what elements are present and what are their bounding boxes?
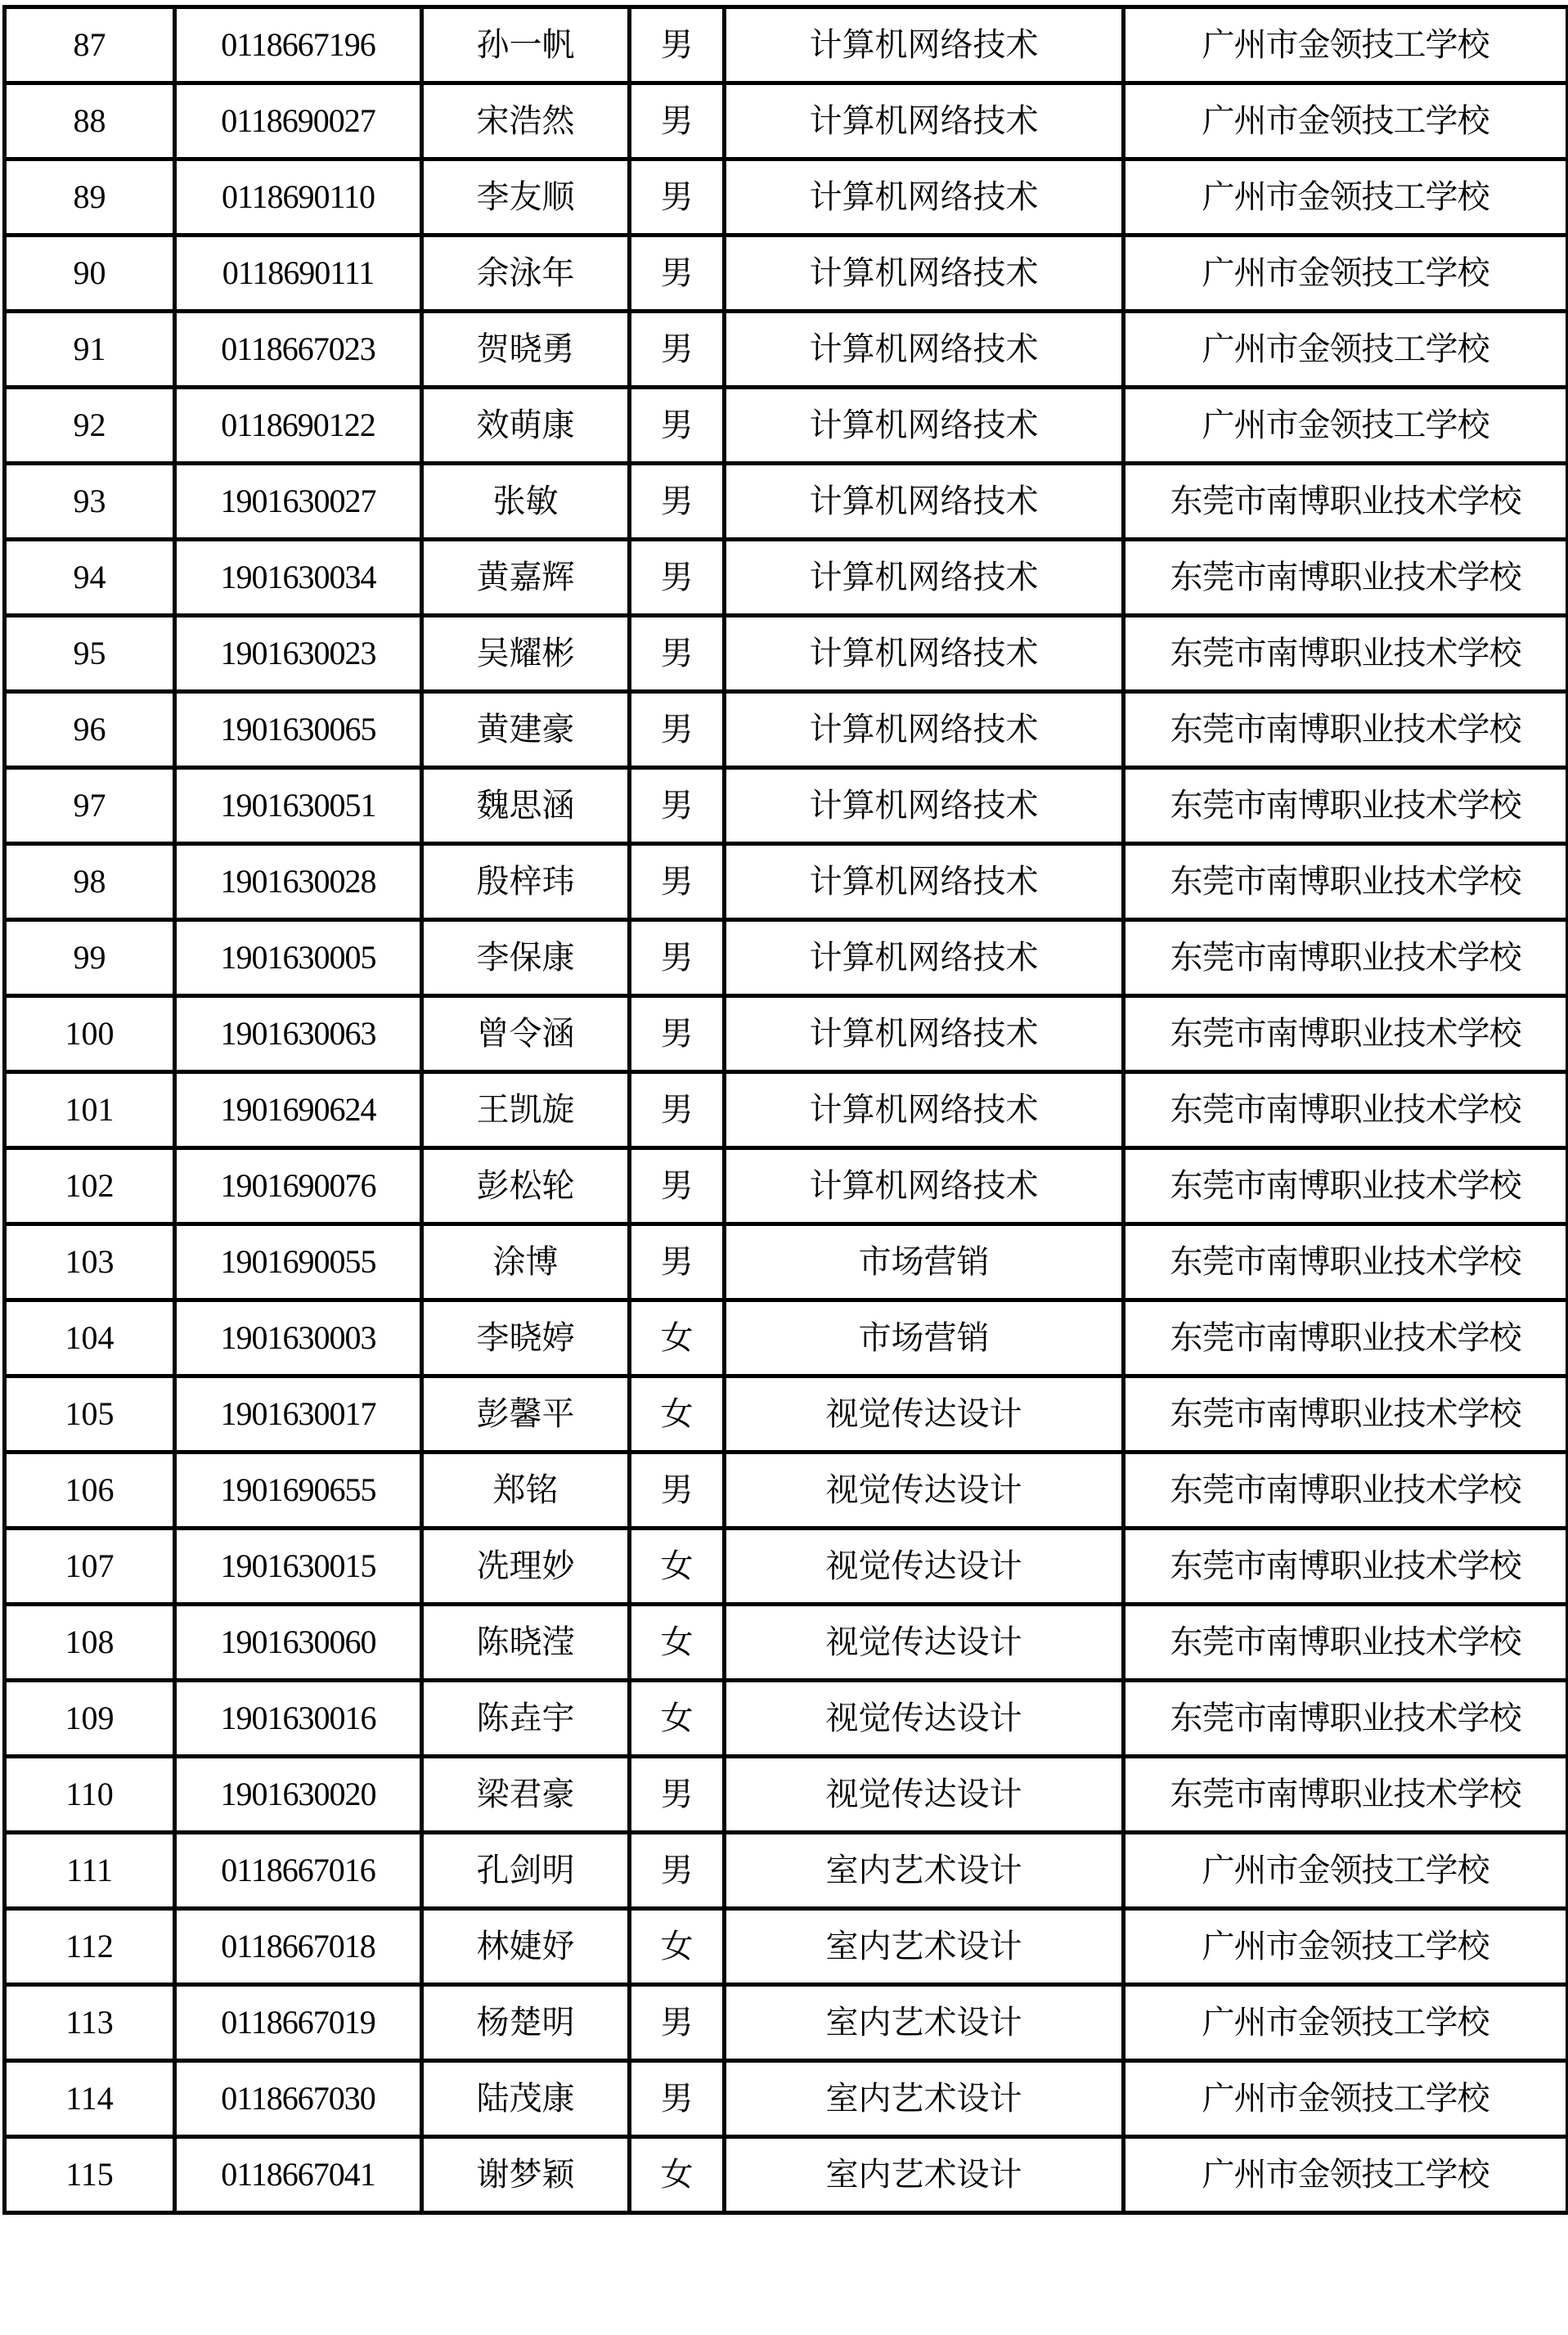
- school-cell: 东莞市南博职业技术学校: [1124, 1757, 1568, 1833]
- school-cell: 东莞市南博职业技术学校: [1124, 920, 1568, 996]
- gender-cell: 女: [630, 1681, 725, 1757]
- table-row: [5, 1072, 1568, 1148]
- table-row: [5, 1224, 1568, 1300]
- table-row: [5, 1681, 1568, 1757]
- table-row: [5, 236, 1568, 312]
- gender-cell: 男: [630, 844, 725, 920]
- table-row: [5, 159, 1568, 236]
- student-id-cell: 0118667030: [175, 2061, 422, 2137]
- table-row: [5, 388, 1568, 464]
- table-row: [5, 1148, 1568, 1224]
- student-id-cell: 0118690122: [175, 388, 422, 464]
- school-cell: 东莞市南博职业技术学校: [1124, 1224, 1568, 1300]
- row-number-cell: 98: [5, 844, 175, 920]
- table-row: [5, 1376, 1568, 1453]
- school-cell: 东莞市南博职业技术学校: [1124, 1605, 1568, 1681]
- student-name-cell: 郑铭: [422, 1453, 630, 1529]
- row-number-cell: 102: [5, 1148, 175, 1224]
- student-name-cell: 殷梓玮: [422, 844, 630, 920]
- table-row: [5, 1985, 1568, 2061]
- table-row: [5, 768, 1568, 844]
- major-cell: 视觉传达设计: [725, 1605, 1124, 1681]
- student-id-cell: 1901630016: [175, 1681, 422, 1757]
- student-name-cell: 曾令涵: [422, 996, 630, 1072]
- student-name-cell: 张敏: [422, 464, 630, 540]
- student-name-cell: 谢梦颖: [422, 2137, 630, 2213]
- row-number-cell: 96: [5, 692, 175, 768]
- row-number-cell: 103: [5, 1224, 175, 1300]
- major-cell: 计算机网络技术: [725, 920, 1124, 996]
- gender-cell: 男: [630, 1224, 725, 1300]
- gender-cell: 男: [630, 996, 725, 1072]
- student-id-cell: 0118667041: [175, 2137, 422, 2213]
- student-id-cell: 1901630015: [175, 1529, 422, 1605]
- student-name-cell: 孙一帆: [422, 7, 630, 83]
- gender-cell: 女: [630, 1529, 725, 1605]
- row-number-cell: 93: [5, 464, 175, 540]
- gender-cell: 女: [630, 1300, 725, 1376]
- major-cell: 计算机网络技术: [725, 996, 1124, 1072]
- student-id-cell: 1901630063: [175, 996, 422, 1072]
- major-cell: 计算机网络技术: [725, 464, 1124, 540]
- major-cell: 计算机网络技术: [725, 1072, 1124, 1148]
- row-number-cell: 109: [5, 1681, 175, 1757]
- student-name-cell: 李保康: [422, 920, 630, 996]
- student-name-cell: 杨楚明: [422, 1985, 630, 2061]
- row-number-cell: 105: [5, 1376, 175, 1453]
- school-cell: 东莞市南博职业技术学校: [1124, 464, 1568, 540]
- school-cell: 东莞市南博职业技术学校: [1124, 1453, 1568, 1529]
- gender-cell: 男: [630, 388, 725, 464]
- major-cell: 市场营销: [725, 1300, 1124, 1376]
- gender-cell: 女: [630, 1376, 725, 1453]
- student-id-cell: 1901630051: [175, 768, 422, 844]
- school-cell: 东莞市南博职业技术学校: [1124, 1072, 1568, 1148]
- gender-cell: 男: [630, 2061, 725, 2137]
- major-cell: 计算机网络技术: [725, 7, 1124, 83]
- gender-cell: 女: [630, 2137, 725, 2213]
- table-row: [5, 1529, 1568, 1605]
- school-cell: 广州市金领技工学校: [1124, 312, 1568, 388]
- row-number-cell: 90: [5, 236, 175, 312]
- major-cell: 计算机网络技术: [725, 768, 1124, 844]
- major-cell: 市场营销: [725, 1224, 1124, 1300]
- school-cell: 东莞市南博职业技术学校: [1124, 1529, 1568, 1605]
- row-number-cell: 115: [5, 2137, 175, 2213]
- school-cell: 东莞市南博职业技术学校: [1124, 1376, 1568, 1453]
- student-id-cell: 1901630017: [175, 1376, 422, 1453]
- student-id-cell: 0118690111: [175, 236, 422, 312]
- major-cell: 计算机网络技术: [725, 1148, 1124, 1224]
- student-id-cell: 0118667019: [175, 1985, 422, 2061]
- table-row: [5, 996, 1568, 1072]
- student-id-cell: 1901630034: [175, 540, 422, 616]
- major-cell: 计算机网络技术: [725, 844, 1124, 920]
- row-number-cell: 100: [5, 996, 175, 1072]
- gender-cell: 男: [630, 83, 725, 159]
- student-name-cell: 陈晓滢: [422, 1605, 630, 1681]
- student-id-cell: 0118667016: [175, 1833, 422, 1909]
- table-row: [5, 464, 1568, 540]
- school-cell: 广州市金领技工学校: [1124, 236, 1568, 312]
- school-cell: 东莞市南博职业技术学校: [1124, 844, 1568, 920]
- student-id-cell: 0118667023: [175, 312, 422, 388]
- school-cell: 广州市金领技工学校: [1124, 159, 1568, 236]
- school-cell: 广州市金领技工学校: [1124, 1909, 1568, 1985]
- row-number-cell: 104: [5, 1300, 175, 1376]
- student-name-cell: 梁君豪: [422, 1757, 630, 1833]
- major-cell: 室内艺术设计: [725, 2137, 1124, 2213]
- table-row: [5, 616, 1568, 692]
- table-row: [5, 2061, 1568, 2137]
- row-number-cell: 108: [5, 1605, 175, 1681]
- gender-cell: 男: [630, 1757, 725, 1833]
- row-number-cell: 106: [5, 1453, 175, 1529]
- gender-cell: 女: [630, 1605, 725, 1681]
- major-cell: 室内艺术设计: [725, 1985, 1124, 2061]
- row-number-cell: 111: [5, 1833, 175, 1909]
- major-cell: 室内艺术设计: [725, 1909, 1124, 1985]
- row-number-cell: 112: [5, 1909, 175, 1985]
- student-id-cell: 1901630023: [175, 616, 422, 692]
- table-row: [5, 1605, 1568, 1681]
- gender-cell: 男: [630, 236, 725, 312]
- major-cell: 计算机网络技术: [725, 692, 1124, 768]
- student-name-cell: 黄建豪: [422, 692, 630, 768]
- student-id-cell: 1901630065: [175, 692, 422, 768]
- gender-cell: 女: [630, 1909, 725, 1985]
- major-cell: 计算机网络技术: [725, 83, 1124, 159]
- gender-cell: 男: [630, 692, 725, 768]
- student-name-cell: 效萌康: [422, 388, 630, 464]
- major-cell: 视觉传达设计: [725, 1681, 1124, 1757]
- table-row: [5, 540, 1568, 616]
- row-number-cell: 89: [5, 159, 175, 236]
- row-number-cell: 110: [5, 1757, 175, 1833]
- student-roster-table: [2, 5, 1568, 2215]
- gender-cell: 男: [630, 616, 725, 692]
- school-cell: 东莞市南博职业技术学校: [1124, 540, 1568, 616]
- table-row: [5, 844, 1568, 920]
- student-name-cell: 冼理妙: [422, 1529, 630, 1605]
- major-cell: 计算机网络技术: [725, 236, 1124, 312]
- row-number-cell: 97: [5, 768, 175, 844]
- student-name-cell: 余泳年: [422, 236, 630, 312]
- table-row: [5, 1909, 1568, 1985]
- student-name-cell: 彭馨平: [422, 1376, 630, 1453]
- school-cell: 东莞市南博职业技术学校: [1124, 616, 1568, 692]
- row-number-cell: 107: [5, 1529, 175, 1605]
- major-cell: 计算机网络技术: [725, 312, 1124, 388]
- student-id-cell: 1901630028: [175, 844, 422, 920]
- row-number-cell: 87: [5, 7, 175, 83]
- gender-cell: 男: [630, 7, 725, 83]
- student-id-cell: 1901630005: [175, 920, 422, 996]
- student-name-cell: 陆茂康: [422, 2061, 630, 2137]
- gender-cell: 男: [630, 1072, 725, 1148]
- student-name-cell: 彭松轮: [422, 1148, 630, 1224]
- student-name-cell: 陈垚宇: [422, 1681, 630, 1757]
- gender-cell: 男: [630, 159, 725, 236]
- student-name-cell: 贺晓勇: [422, 312, 630, 388]
- school-cell: 东莞市南博职业技术学校: [1124, 768, 1568, 844]
- table-row: [5, 7, 1568, 83]
- school-cell: 广州市金领技工学校: [1124, 388, 1568, 464]
- table-row: [5, 2137, 1568, 2213]
- school-cell: 广州市金领技工学校: [1124, 1833, 1568, 1909]
- table-row: [5, 1300, 1568, 1376]
- table-row: [5, 1453, 1568, 1529]
- student-id-cell: 0118690027: [175, 83, 422, 159]
- gender-cell: 男: [630, 1985, 725, 2061]
- row-number-cell: 101: [5, 1072, 175, 1148]
- row-number-cell: 88: [5, 83, 175, 159]
- student-name-cell: 李友顺: [422, 159, 630, 236]
- table-row: [5, 83, 1568, 159]
- major-cell: 室内艺术设计: [725, 2061, 1124, 2137]
- school-cell: 东莞市南博职业技术学校: [1124, 1148, 1568, 1224]
- student-id-cell: 1901630020: [175, 1757, 422, 1833]
- student-name-cell: 孔剑明: [422, 1833, 630, 1909]
- student-name-cell: 王凯旋: [422, 1072, 630, 1148]
- student-id-cell: 1901630003: [175, 1300, 422, 1376]
- row-number-cell: 91: [5, 312, 175, 388]
- student-id-cell: 0118690110: [175, 159, 422, 236]
- table-row: [5, 920, 1568, 996]
- school-cell: 广州市金领技工学校: [1124, 1985, 1568, 2061]
- student-id-cell: 1901690076: [175, 1148, 422, 1224]
- major-cell: 计算机网络技术: [725, 540, 1124, 616]
- school-cell: 广州市金领技工学校: [1124, 7, 1568, 83]
- student-name-cell: 李晓婷: [422, 1300, 630, 1376]
- school-cell: 广州市金领技工学校: [1124, 2137, 1568, 2213]
- school-cell: 东莞市南博职业技术学校: [1124, 1300, 1568, 1376]
- row-number-cell: 99: [5, 920, 175, 996]
- school-cell: 东莞市南博职业技术学校: [1124, 692, 1568, 768]
- gender-cell: 男: [630, 1453, 725, 1529]
- major-cell: 视觉传达设计: [725, 1376, 1124, 1453]
- gender-cell: 男: [630, 312, 725, 388]
- student-id-cell: 0118667018: [175, 1909, 422, 1985]
- table-row: [5, 1757, 1568, 1833]
- gender-cell: 男: [630, 768, 725, 844]
- row-number-cell: 113: [5, 1985, 175, 2061]
- gender-cell: 男: [630, 464, 725, 540]
- student-name-cell: 黄嘉辉: [422, 540, 630, 616]
- student-name-cell: 宋浩然: [422, 83, 630, 159]
- student-id-cell: 1901690655: [175, 1453, 422, 1529]
- student-id-cell: 0118667196: [175, 7, 422, 83]
- row-number-cell: 92: [5, 388, 175, 464]
- gender-cell: 男: [630, 920, 725, 996]
- major-cell: 视觉传达设计: [725, 1757, 1124, 1833]
- row-number-cell: 95: [5, 616, 175, 692]
- school-cell: 东莞市南博职业技术学校: [1124, 1681, 1568, 1757]
- row-number-cell: 94: [5, 540, 175, 616]
- major-cell: 计算机网络技术: [725, 388, 1124, 464]
- major-cell: 计算机网络技术: [725, 616, 1124, 692]
- roster-body: [5, 7, 1568, 2213]
- student-name-cell: 涂博: [422, 1224, 630, 1300]
- school-cell: 广州市金领技工学校: [1124, 2061, 1568, 2137]
- table-row: [5, 692, 1568, 768]
- major-cell: 视觉传达设计: [725, 1529, 1124, 1605]
- school-cell: 东莞市南博职业技术学校: [1124, 996, 1568, 1072]
- student-name-cell: 林婕妤: [422, 1909, 630, 1985]
- major-cell: 视觉传达设计: [725, 1453, 1124, 1529]
- student-id-cell: 1901630060: [175, 1605, 422, 1681]
- student-name-cell: 魏思涵: [422, 768, 630, 844]
- table-row: [5, 1833, 1568, 1909]
- student-id-cell: 1901690624: [175, 1072, 422, 1148]
- gender-cell: 男: [630, 1148, 725, 1224]
- gender-cell: 男: [630, 540, 725, 616]
- row-number-cell: 114: [5, 2061, 175, 2137]
- gender-cell: 男: [630, 1833, 725, 1909]
- major-cell: 室内艺术设计: [725, 1833, 1124, 1909]
- table-row: [5, 312, 1568, 388]
- student-name-cell: 吴耀彬: [422, 616, 630, 692]
- major-cell: 计算机网络技术: [725, 159, 1124, 236]
- student-id-cell: 1901630027: [175, 464, 422, 540]
- school-cell: 广州市金领技工学校: [1124, 83, 1568, 159]
- student-id-cell: 1901690055: [175, 1224, 422, 1300]
